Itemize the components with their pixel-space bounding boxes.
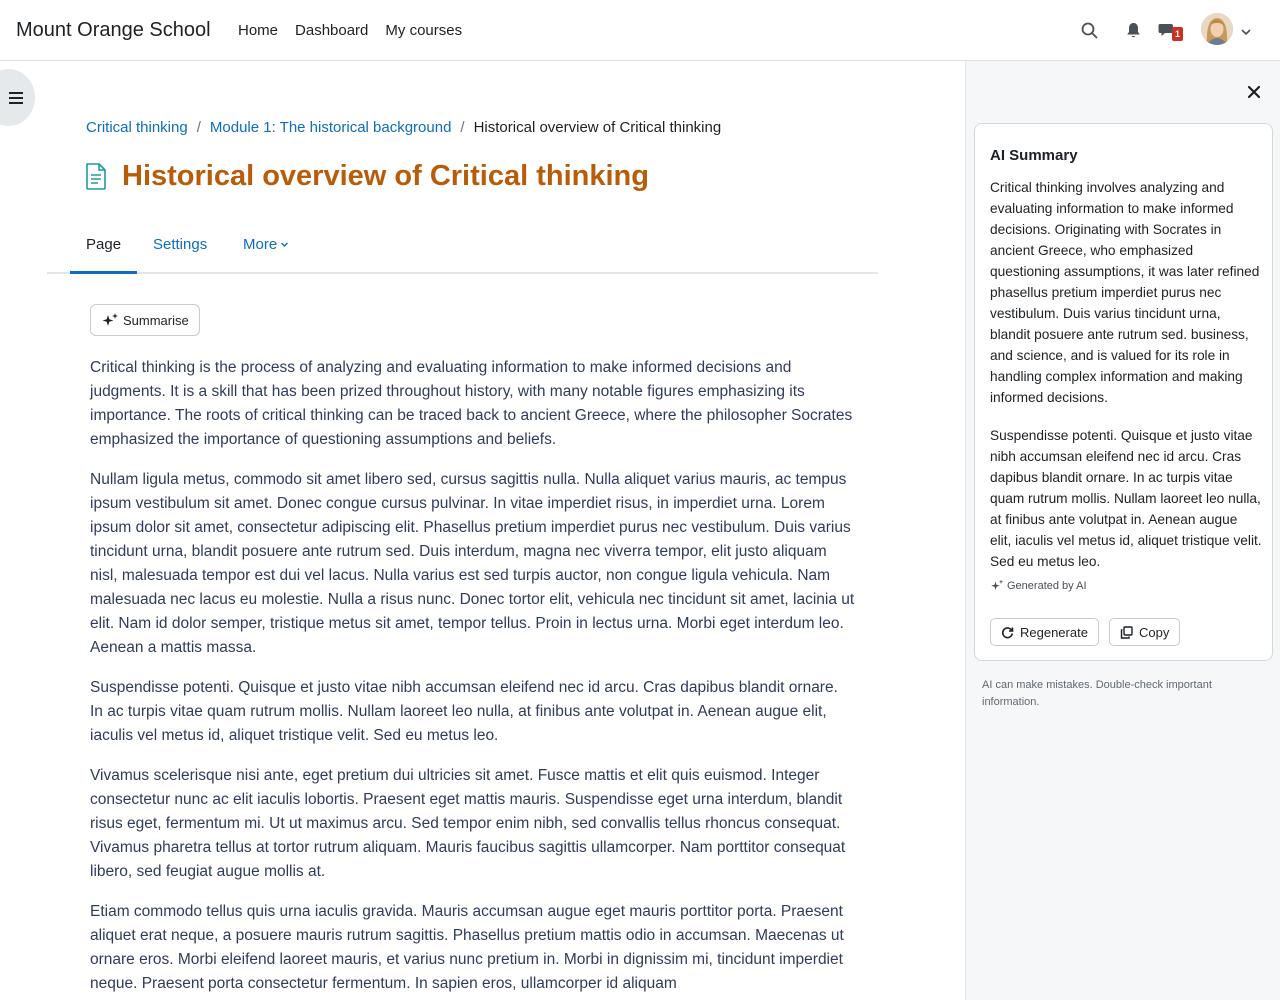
breadcrumb bbox=[86, 119, 721, 136]
chevron-down-icon bbox=[280, 240, 289, 249]
sparkle-icon bbox=[990, 579, 1004, 592]
active-tab-indicator bbox=[70, 271, 137, 274]
refresh-icon bbox=[1001, 626, 1014, 639]
regenerate-button[interactable] bbox=[990, 618, 1099, 646]
breadcrumb-course[interactable]: Critical thinking bbox=[86, 119, 188, 136]
chevron-down-icon[interactable] bbox=[1240, 25, 1252, 37]
nav-my-courses[interactable]: My courses bbox=[385, 22, 463, 39]
content-paragraph: Critical thinking is the process of analyzing and evaluating information to make informed decisions and judgments. It is a skill that has been prized throughout history, with many notable figures emphasizing its importance. The roots of critical thinking can be traced back to ancient Greece, where the philosopher Socrates emphasized the importance of questioning assumptions and beliefs. bbox=[90, 359, 853, 448]
course-index-toggle[interactable] bbox=[0, 69, 35, 126]
bell-icon[interactable] bbox=[1123, 20, 1143, 40]
copy-icon bbox=[1120, 626, 1133, 639]
nav-home[interactable]: Home bbox=[238, 22, 279, 39]
content-paragraph: Vivamus scelerisque nisi ante, eget pretium dui ultricies sit amet. Fusce mattis et elit quis euismod. Integer consectetur nunc ac elit iaculis lobortis. Praesent eget mattis mauris. Suspendisse eget urna interdum, blandit risus eget, fermentum mi. Ut ut maximus arcu. Sed tempor enim nibh, sed convallis tellus rhoncus consequat. Vivamus pharetra tellus at tortor rutrum aliquam. Mauris faucibus sagittis ullamcorper. Nam porttitor consequat libero, sed feugiat augue mollis at. bbox=[90, 767, 846, 880]
content-paragraph: Etiam commodo tellus quis urna iaculis gravida. Mauris accumsan augue eget mauris porttitor porta. Praesent aliquet erat neque, a posuere mauris rutrum sagittis. Phasellus pretium mattis odio in accumsan. Maecenas ut ornare eros. Morbi eleifend laoreet mauris, et varius nunc pretium in. Morbi in dignissim mi, tincidunt imperdiet neque. Praesent porta consectetur fermentum. In sapien eros, ullamcorper id aliquam bbox=[90, 903, 844, 992]
content-paragraph: Suspendisse potenti. Quisque et justo vitae nibh accumsan eleifend nec id arcu. Cras dapibus blandit ornare. In ac turpis vitae quam rutrum mollis. Nullam laoreet leo nulla, at finibus ante volutpat in. Aenean augue elit, iaculis vel metus id, aliquet tristique velit. Sed eu metus leo. bbox=[90, 679, 838, 744]
messages-badge: 1 bbox=[1172, 27, 1183, 41]
site-name[interactable]: Mount Orange School bbox=[16, 19, 211, 41]
primary-nav bbox=[238, 22, 462, 39]
page-title: Historical overview of Critical thinking bbox=[122, 160, 649, 192]
summarise-button[interactable] bbox=[90, 304, 200, 336]
ai-summary-paragraph: Critical thinking involves analyzing and evaluating information to make informed decisions. Originating with Socrates in ancient Greece, who emphasized questioning assumptions, it was later refined phasellus pretium imperdiet purus nec vestibulum. Duis varius tincidunt urna, blandit posuere ante rutrum sed. business, and science, and is valued for its role in handling complex information and making informed decisions. bbox=[990, 180, 1260, 405]
page-content bbox=[90, 356, 855, 1000]
breadcrumb-module[interactable]: Module 1: The historical background bbox=[209, 119, 452, 136]
breadcrumb-separator: / bbox=[196, 119, 201, 136]
close-icon[interactable] bbox=[1247, 85, 1263, 101]
sparkle-icon bbox=[101, 312, 119, 328]
generated-by-ai bbox=[990, 579, 1087, 592]
breadcrumb-separator: / bbox=[460, 119, 465, 136]
chat-icon[interactable] bbox=[1158, 20, 1178, 40]
ai-summary-body bbox=[990, 177, 1262, 589]
ai-summary-title: AI Summary bbox=[990, 147, 1078, 164]
ai-drawer bbox=[965, 61, 1280, 1000]
page-icon bbox=[85, 163, 109, 191]
search-icon[interactable] bbox=[1079, 20, 1099, 40]
content-paragraph: Nullam ligula metus, commodo sit amet libero sed, cursus sagittis nulla. Nulla aliquet varius mauris, ac tempus ipsum vestibulum sit amet. Donec congue cursus pulvinar. In vitae imperdiet risus, in imperdiet urna. Lorem ipsum dolor sit amet, consectetur adipiscing elit. Phasellus pretium imperdiet purus nec vestibulum. Duis varius tincidunt urna, blandit posuere ante rutrum sed. Duis interdum, magna nec viverra tempor, elit justo aliquam nisl, malesuada tempor est dui vel lacus. Nulla varius est sed turpis auctor, non congue ligula vehicula. Nam malesuada nec lacus eu molestie. Nulla a risus nunc. Donec tortor elit, vehicula nec tincidunt sit amet, lacinia ut elit. Nam id dolor semper, tristique metus sit amet, tempor tellus. Proin in lectus urna. Morbi eget interdum leo. Aenean a mattis massa. bbox=[90, 471, 855, 656]
tab-more-label: More bbox=[243, 236, 278, 253]
summarise-label: Summarise bbox=[123, 312, 189, 328]
avatar[interactable] bbox=[1201, 13, 1233, 45]
secondary-nav bbox=[47, 227, 878, 274]
menu-icon bbox=[9, 92, 23, 104]
breadcrumb-current: Historical overview of Critical thinking bbox=[473, 119, 722, 136]
generated-by-label: Generated by AI bbox=[1007, 579, 1087, 592]
ai-summary-card bbox=[974, 123, 1273, 661]
top-navbar bbox=[0, 0, 1280, 61]
tab-more[interactable] bbox=[243, 236, 289, 253]
tab-page[interactable]: Page bbox=[86, 236, 122, 253]
copy-button[interactable] bbox=[1109, 618, 1180, 646]
regenerate-label: Regenerate bbox=[1020, 624, 1088, 640]
nav-dashboard[interactable]: Dashboard bbox=[295, 22, 369, 39]
copy-label: Copy bbox=[1139, 624, 1170, 640]
tab-settings[interactable]: Settings bbox=[153, 236, 208, 253]
ai-disclaimer: AI can make mistakes. Double-check important information. bbox=[982, 679, 1212, 708]
ai-summary-paragraph: Suspendisse potenti. Quisque et justo vitae nibh accumsan eleifend nec id arcu. Cras dapibus blandit ornare. In ac turpis vitae quam rutrum mollis. Nullam laoreet leo nulla, at finibus ante volutpat in. Aenean augue elit, iaculis vel metus id, aliquet tristique velit. Sed eu metus leo. bbox=[990, 428, 1262, 569]
